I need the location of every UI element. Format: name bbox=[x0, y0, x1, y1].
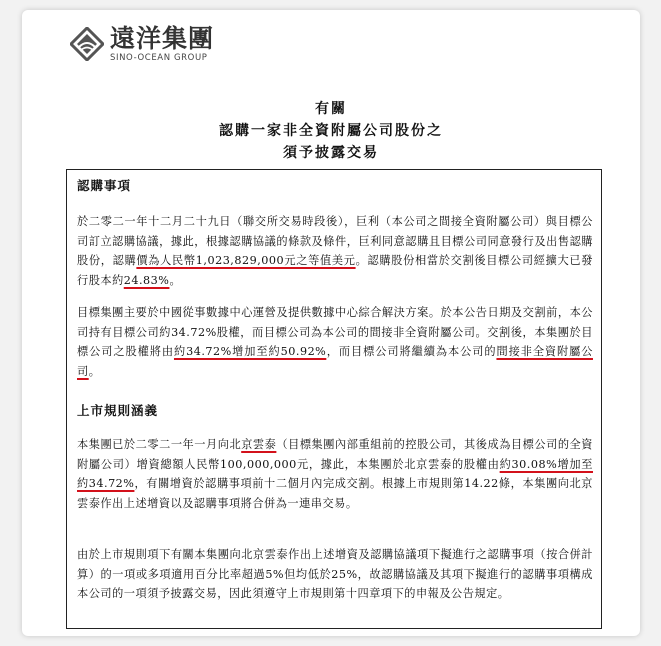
highlight-beijing-yuntai: 京雲泰 bbox=[241, 438, 277, 451]
paragraph-disclosable-transaction: 由於上市規則項下有關本集團向北京雲泰作出上述增資及認購協議項下擬進行之認購事項（按合併計算）的一項或多項適用百分比率超過5%但均低於25%，故認購協議及其項下擬進行的認購事項構成本公司的一項須予披露交易，因此須遵守上市規則第十四章項下的申報及公告規定。 bbox=[77, 548, 593, 600]
highlight-shareholding-increase: 約34.72%增加至約50.92% bbox=[173, 345, 327, 358]
section-heading-subscription: 認購事項 bbox=[77, 178, 132, 193]
paragraph-capital-increase: 本集團已於二零二一年一月向北京雲泰（目標集團內部重組前的控股公司，其後成為目標公司的全資附屬公司）增資總額人民幣100,000,000元，據此，本集團於北京雲泰的股權由約30.08%增加至約34.72%，有關增資於認購事項前十二個月內完成交割。根據上市規則第14.22條，本集團向北京雲泰作出上述增資以及認購事項將合併為一連串交易。 bbox=[77, 438, 593, 510]
announcement-title-line-1: 有關 bbox=[315, 101, 347, 117]
document-page bbox=[22, 10, 640, 636]
logo-english-name: SINO-OCEAN GROUP bbox=[110, 53, 208, 63]
announcement-title-line-3: 須予披露交易 bbox=[283, 145, 379, 161]
paragraph-subscription-terms: 於二零二一年十二月二十九日（聯交所交易時段後），巨利（本公司之間接全資附屬公司）與目標公司訂立認購協議，據此，根據認購協議的條款及條件，巨利同意認購且目標公司同意發行及出售認購股份，認購價為人民幣1,023,829,000元之等值美元。認購股份相當於交割後目標公司經擴大已發行股本約24.83%。 bbox=[77, 215, 593, 287]
announcement-title-line-2: 認購一家非全資附屬公司股份之 bbox=[219, 123, 443, 139]
highlight-subscription-price: 價為人民幣1,023,829,000元之等值美元 bbox=[136, 254, 356, 267]
summary-box bbox=[66, 169, 602, 629]
highlight-subsidiary-status: 間接非全資附屬公司 bbox=[77, 345, 593, 378]
company-logo bbox=[70, 26, 214, 63]
highlight-previous-increase: 約30.08%增加至約34.72% bbox=[77, 457, 593, 490]
logo-chinese-name: 遠洋集團 bbox=[110, 24, 215, 53]
sino-ocean-emblem-icon bbox=[70, 27, 104, 61]
highlight-share-percentage: 24.83% bbox=[123, 273, 170, 287]
paragraph-target-group: 目標集團主要於中國從事數據中心運營及提供數據中心綜合解決方案。於本公告日期及交割前，本公司持有目標公司約34.72%股權，而目標公司為本公司的間接非全資附屬公司。交割後，本集團於目標公司之股權將由約34.72%增加至約50.92%，而目標公司將繼續為本公司的間接非全資附屬公司。 bbox=[77, 306, 593, 378]
section-heading-listing-rules: 上市規則涵義 bbox=[77, 403, 159, 418]
